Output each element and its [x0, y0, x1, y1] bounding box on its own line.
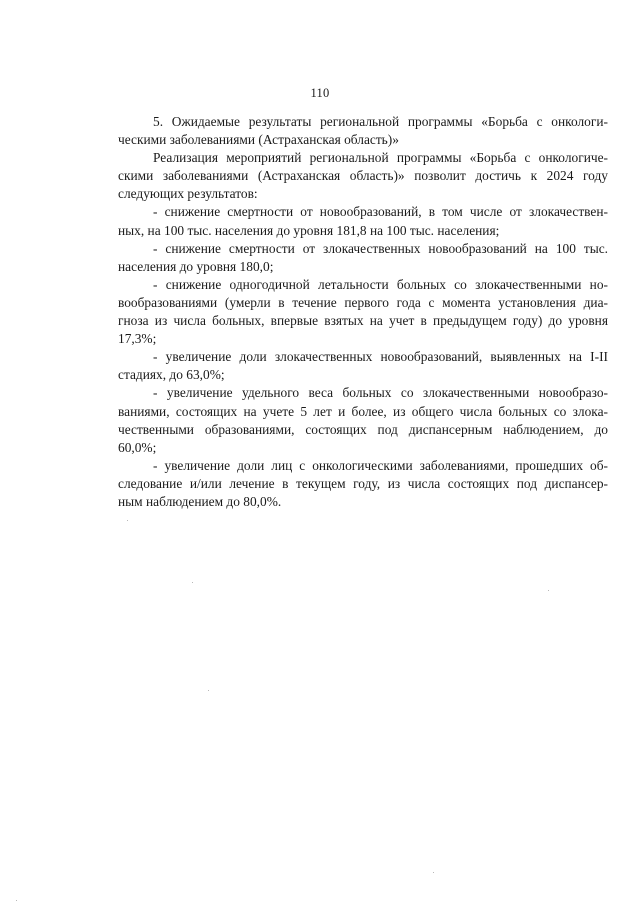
scan-speck — [192, 582, 193, 583]
intro-paragraph-line-3: следующих результатов: — [118, 186, 258, 202]
page-number: 110 — [310, 86, 330, 100]
result-item-3-line-3: гноза из числа больных, впервые взятых на учет в предыдущем году) до уровня — [118, 313, 608, 329]
result-item-1-line-2: ных, на 100 тыс. населения до уровня 181,8 на 100 тыс. населения; — [118, 222, 500, 238]
result-item-2-line-2: населения до уровня 180,0; — [118, 258, 274, 274]
scan-speck — [433, 872, 434, 873]
result-item-4-line-2: стадиях, до 63,0%; — [118, 367, 225, 383]
result-item-6-line-1: - увеличение доли лиц с онкологическими заболеваниями, прошедших об- — [153, 457, 608, 473]
result-item-6-line-2: следование и/или лечение в текущем году, из числа состоящих под диспансер- — [118, 475, 608, 491]
result-item-6-line-3: ным наблюдением до 80,0%. — [118, 493, 282, 509]
intro-paragraph-line-1: Реализация мероприятий региональной программы «Борьба с онкологиче- — [153, 150, 608, 166]
scan-speck — [208, 690, 209, 691]
result-item-5-line-2: ваниями, состоящих на учете 5 лет и более, из общего числа больных со злока- — [118, 403, 608, 419]
result-item-5-line-3: чественными образованиями, состоящих под диспансерным наблюдением, до — [118, 421, 608, 437]
result-item-3-line-4: 17,3%; — [118, 331, 157, 347]
result-item-1-line-1: - снижение смертности от новообразований, в том числе от злокачествен- — [153, 204, 608, 220]
result-item-5-line-1: - увеличение удельного веса больных со злокачественными новообразо- — [153, 385, 608, 401]
result-item-3-line-2: вообразованиями (умерли в течение первого года с момента установления диа- — [118, 294, 608, 310]
result-item-2-line-1: - снижение смертности от злокачественных новообразований на 100 тыс. — [153, 240, 608, 256]
scan-speck — [127, 520, 128, 521]
document-body — [118, 113, 608, 511]
result-item-4-line-1: - увеличение доли злокачественных новообразований, выявленных на I-II — [153, 349, 608, 365]
section-heading-line-1: 5. Ожидаемые результаты региональной программы «Борьба с онкологи- — [153, 114, 608, 129]
scan-speck — [16, 900, 17, 901]
scan-speck — [548, 590, 549, 591]
intro-paragraph-line-2: скими заболеваниями (Астраханская область)» позволит достичь к 2024 году — [118, 168, 608, 184]
section-heading-line-2: ческими заболеваниями (Астраханская область)» — [118, 132, 399, 148]
result-item-3-line-1: - снижение одногодичной летальности больных со злокачественными но- — [153, 276, 608, 292]
result-item-5-line-4: 60,0%; — [118, 439, 157, 455]
